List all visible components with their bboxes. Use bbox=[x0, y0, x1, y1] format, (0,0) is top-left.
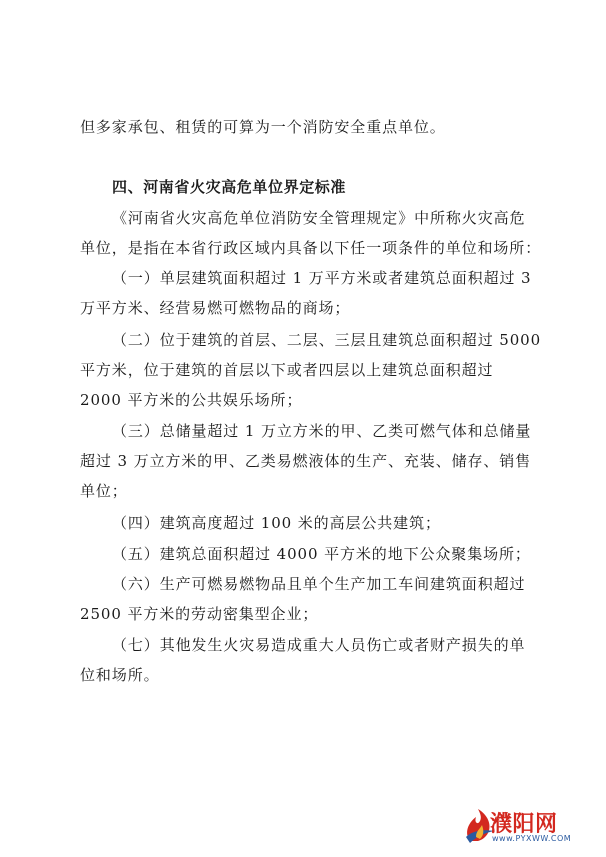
item-7-line-1: （七）其他发生火灾易造成重大人员伤亡或者财产损失的单 bbox=[112, 636, 526, 654]
item-6-line-1: （六）生产可燃易燃物品且单个生产加工车间建筑面积超过 bbox=[112, 575, 526, 593]
watermark-url: www.PYXWW.COM bbox=[492, 834, 572, 843]
item-3-line-2: 超过 3 万立方米的甲、乙类易燃液体的生产、充装、储存、销售 bbox=[80, 452, 532, 470]
item-2-line-1: （二）位于建筑的首层、二层、三层且建筑总面积超过 5000 bbox=[112, 331, 542, 349]
item-3-line-1: （三）总储量超过 1 万立方米的甲、乙类可燃气体和总储量 bbox=[112, 422, 532, 440]
intro-line-1: 《河南省火灾高危单位消防安全管理规定》中所称火灾高危 bbox=[112, 209, 526, 227]
item-6-line-2: 2500 平方米的劳动密集型企业； bbox=[80, 605, 319, 623]
item-5-line-1: （五）建筑总面积超过 4000 平方米的地下公众聚集场所； bbox=[112, 545, 531, 563]
item-2-line-3: 2000 平方米的公共娱乐场所； bbox=[80, 391, 303, 409]
item-1-line-1: （一）单层建筑面积超过 1 万平方米或者建筑总面积超过 3 bbox=[112, 269, 532, 287]
item-1-line-2: 万平方米、经营易燃可燃物品的商场； bbox=[80, 299, 351, 317]
item-3-line-3: 单位； bbox=[80, 482, 128, 500]
watermark-name: 濮阳网 bbox=[490, 812, 558, 837]
item-2-line-2: 平方米，位于建筑的首层以下或者四层以上建筑总面积超过 bbox=[80, 361, 494, 379]
site-watermark bbox=[462, 807, 592, 845]
continuation-line: 但多家承包、租赁的可算为一个消防安全重点单位。 bbox=[80, 118, 446, 136]
item-7-line-2: 位和场所。 bbox=[80, 666, 160, 684]
intro-line-2: 单位，是指在本省行政区域内具备以下任一项条件的单位和场所： bbox=[80, 239, 542, 257]
section-title: 四、河南省火灾高危单位界定标准 bbox=[112, 178, 347, 196]
item-4-line-1: （四）建筑高度超过 100 米的高层公共建筑； bbox=[112, 514, 441, 532]
